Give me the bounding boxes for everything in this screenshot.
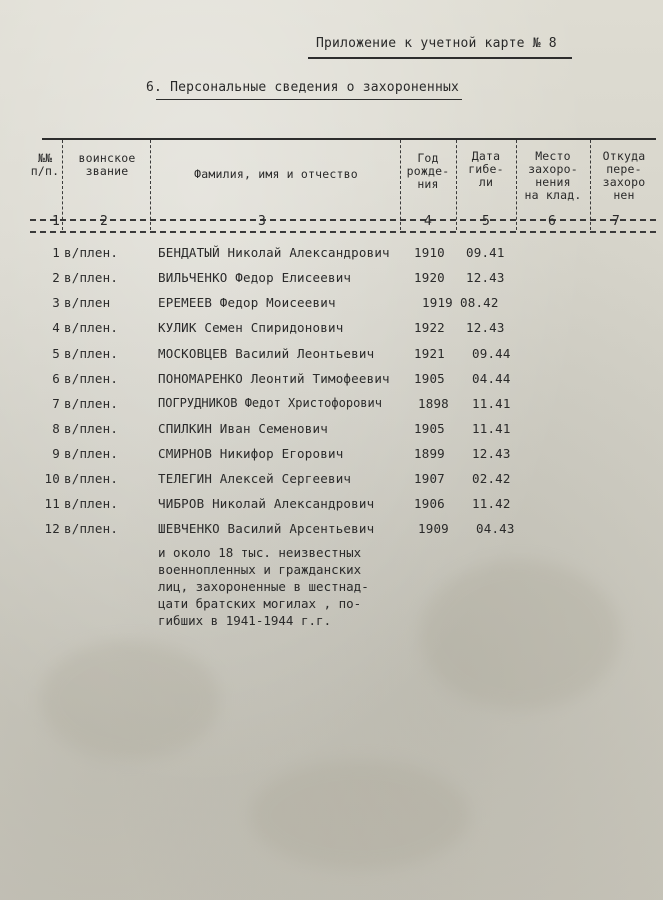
- row-birth-year: 1906: [414, 496, 445, 511]
- paper-stain: [40, 640, 220, 760]
- row-death-date: 04.44: [472, 371, 511, 386]
- row-number: 6: [52, 371, 60, 386]
- column-header-death-date: Дата гибе- ли: [468, 149, 504, 189]
- row-number: 12: [44, 521, 60, 536]
- row-death-date: 11.41: [472, 421, 511, 436]
- column-number: 6: [548, 214, 557, 229]
- column-divider: [400, 140, 401, 230]
- table-header-rule: [30, 219, 656, 221]
- column-number: 1: [52, 214, 61, 229]
- row-number: 3: [52, 295, 60, 310]
- row-birth-year: 1910: [414, 245, 445, 260]
- column-divider: [590, 140, 591, 230]
- column-divider: [150, 140, 151, 230]
- section-underline: [156, 99, 462, 100]
- row-birth-year: 1919: [422, 295, 453, 310]
- row-number: 9: [52, 446, 60, 461]
- row-death-date: 12.43: [472, 446, 511, 461]
- column-header-birth-year: Год рожде- ния: [406, 151, 450, 191]
- row-name: СПИЛКИН Иван Семенович: [158, 421, 328, 436]
- column-divider: [456, 140, 457, 230]
- row-name: СМИРНОВ Никифор Егорович: [158, 446, 344, 461]
- row-death-date: 12.43: [466, 320, 505, 335]
- row-number: 4: [52, 320, 60, 335]
- row-name: ШЕВЧЕНКО Василий Арсентьевич: [158, 521, 375, 536]
- row-rank: в/плен.: [64, 521, 119, 536]
- row-name: КУЛИК Семен Спиридонович: [158, 320, 344, 335]
- row-name: ЕРЕМЕЕВ Федор Моисеевич: [158, 295, 336, 310]
- column-header-rank: воинское звание: [78, 151, 136, 178]
- row-death-date: 08.42: [460, 295, 499, 310]
- row-rank: в/плен.: [64, 371, 119, 386]
- column-number: 2: [100, 214, 109, 229]
- row-number: 8: [52, 421, 60, 436]
- row-rank: в/плен: [64, 295, 111, 310]
- column-number: 5: [482, 214, 491, 229]
- row-rank: в/плен.: [64, 320, 119, 335]
- row-name: ТЕЛЕГИН Алексей Сергеевич: [158, 471, 352, 486]
- row-number: 1: [52, 245, 60, 260]
- paper-stain: [420, 560, 620, 710]
- column-number: 3: [258, 214, 267, 229]
- row-birth-year: 1907: [414, 471, 445, 486]
- row-number: 11: [44, 496, 60, 511]
- row-number: 10: [44, 471, 60, 486]
- row-rank: в/плен.: [64, 496, 119, 511]
- row-birth-year: 1905: [414, 371, 445, 386]
- row-number: 5: [52, 346, 60, 361]
- row-death-date: 11.42: [472, 496, 511, 511]
- appendix-underline: [308, 57, 572, 59]
- row-birth-year: 1899: [414, 446, 445, 461]
- row-rank: в/плен.: [64, 471, 119, 486]
- row-number: 2: [52, 270, 60, 285]
- row-birth-year: 1898: [418, 396, 449, 411]
- row-rank: в/плен.: [64, 446, 119, 461]
- row-rank: в/плен.: [64, 396, 119, 411]
- row-name: МОСКОВЦЕВ Василий Леонтьевич: [158, 346, 375, 361]
- row-name: ЧИБРОВ Николай Александрович: [158, 496, 375, 511]
- column-header-burial-place: Место захоро- нения на клад.: [524, 149, 582, 202]
- table-top-rule: [42, 138, 656, 140]
- row-death-date: 11.41: [472, 396, 511, 411]
- column-divider: [62, 140, 63, 230]
- row-death-date: 09.44: [472, 346, 511, 361]
- column-header-reburied-from: Откуда пере- захоро нен: [602, 149, 646, 202]
- section-title: 6. Персональные сведения о захороненных: [146, 80, 460, 95]
- row-birth-year: 1922: [414, 320, 445, 335]
- column-header-name: Фамилия, имя и отчество: [194, 167, 358, 181]
- unknown-buried-note: и около 18 тыс. неизвестных военнопленных и гражданских лиц, захороненные в шестнад- цати братских могилах , по- гибших в 1941-1944 г.г.: [158, 545, 369, 628]
- row-rank: в/плен.: [64, 421, 119, 436]
- row-birth-year: 1920: [414, 270, 445, 285]
- paper-stain: [250, 760, 470, 870]
- column-number: 7: [612, 214, 621, 229]
- row-death-date: 04.43: [476, 521, 515, 536]
- column-divider: [516, 140, 517, 230]
- column-number: 4: [424, 214, 433, 229]
- column-header-number: №№ п/п.: [30, 151, 60, 178]
- row-birth-year: 1909: [418, 521, 449, 536]
- appendix-title: Приложение к учетной карте № 8: [316, 36, 557, 51]
- row-rank: в/плен.: [64, 270, 119, 285]
- row-rank: в/плен.: [64, 245, 119, 260]
- row-name: ВИЛЬЧЕНКО Федор Елисеевич: [158, 270, 352, 285]
- row-death-date: 12.43: [466, 270, 505, 285]
- table-header-rule: [30, 231, 656, 233]
- row-name: БЕНДАТЫЙ Николай Александрович: [158, 245, 390, 260]
- row-name: ПОНОМАРЕНКО Леонтий Тимофеевич: [158, 371, 390, 386]
- row-number: 7: [52, 396, 60, 411]
- row-name: ПОГРУДНИКОВ Федот Христофорович: [158, 396, 382, 410]
- row-birth-year: 1921: [414, 346, 445, 361]
- row-rank: в/плен.: [64, 346, 119, 361]
- row-death-date: 02.42: [472, 471, 511, 486]
- row-birth-year: 1905: [414, 421, 445, 436]
- row-death-date: 09.41: [466, 245, 505, 260]
